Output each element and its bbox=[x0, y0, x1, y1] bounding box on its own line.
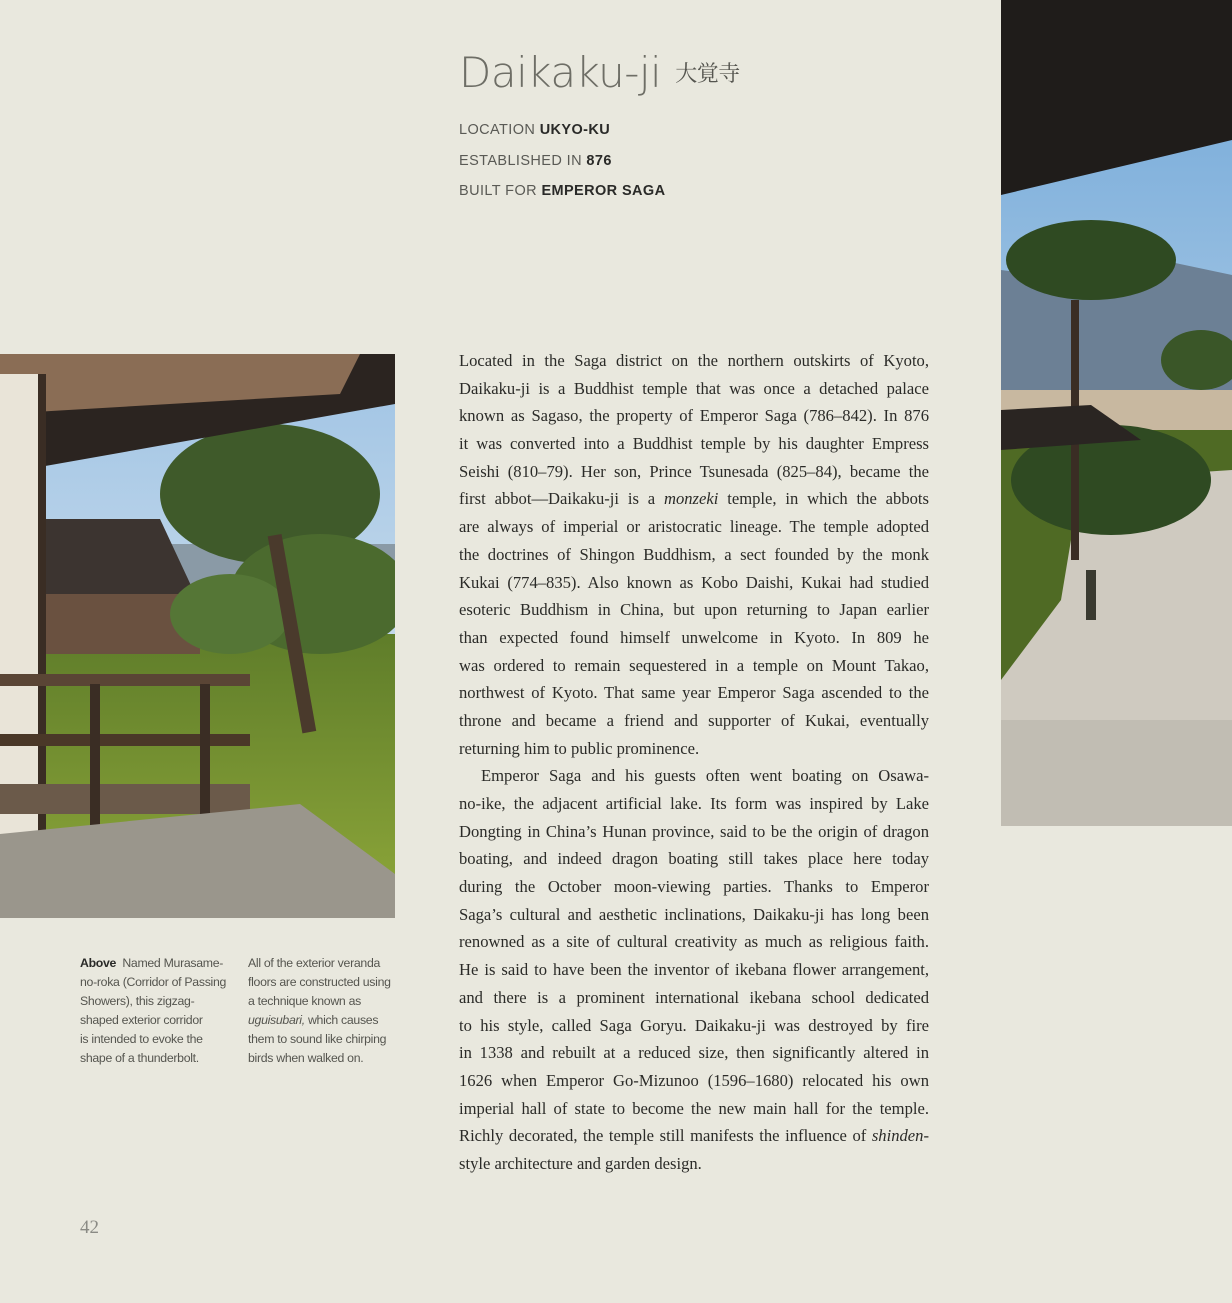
caption-line bbox=[248, 954, 408, 973]
body-line bbox=[459, 790, 929, 818]
text-run: esoteric Buddhism in China, but upon returning to Japan earlier bbox=[459, 600, 929, 620]
caption-line: no-roka (Corridor of Passing bbox=[80, 975, 227, 989]
photo-temple-garden bbox=[1001, 0, 1232, 826]
fact-label: BUILT FOR bbox=[459, 183, 537, 199]
caption-line: shape of a thunderbolt. bbox=[80, 1051, 199, 1065]
caption-left bbox=[80, 954, 230, 1068]
text-run: and there is a prominent international ikebana school dedicated bbox=[459, 987, 929, 1007]
body-line bbox=[459, 762, 929, 790]
caption-line bbox=[248, 973, 408, 992]
text-run: to his style, called Saga Goryu. Daikaku-ji was destroyed by fire bbox=[459, 1015, 929, 1035]
body-line bbox=[459, 347, 929, 375]
body-line bbox=[459, 652, 929, 680]
text-run: are always of imperial or aristocratic lineage. The temple adopted bbox=[459, 517, 929, 537]
text-run: style architecture and garden design. bbox=[459, 1153, 702, 1173]
text-run: Seishi (810–79). Her son, Prince Tsunesada (825–84), became the bbox=[459, 461, 929, 481]
photo-murasame-no-roka-corridor bbox=[0, 354, 395, 918]
text-run: northwest of Kyoto. That same year Emperor Saga ascended to the bbox=[459, 683, 929, 703]
body-line bbox=[459, 1150, 929, 1178]
text-run: floors are constructed using bbox=[248, 975, 391, 989]
body-line bbox=[459, 928, 929, 956]
text-run: He is said to have been the inventor of ikebana flower arrangement, bbox=[459, 960, 929, 980]
body-line bbox=[459, 458, 929, 486]
body-line bbox=[459, 984, 929, 1012]
text-run: Richly decorated, the temple still manifests the influence of bbox=[459, 1126, 872, 1146]
text-run: Kukai (774–835). Also known as Kobo Daishi, Kukai had studied bbox=[459, 572, 929, 592]
text-run: first abbot—Daikaku-ji is a bbox=[459, 489, 664, 509]
caption-line: Named Murasame- bbox=[122, 956, 224, 970]
body-line bbox=[459, 375, 929, 403]
fact-built-for bbox=[459, 183, 665, 214]
caption-line: shaped exterior corridor bbox=[80, 1013, 203, 1027]
text-run: renowned as a site of cultural creativity as much as religious faith. bbox=[459, 932, 929, 952]
body-line bbox=[459, 707, 929, 735]
body-line bbox=[459, 873, 929, 901]
fact-established bbox=[459, 153, 665, 184]
text-run: the doctrines of Shingon Buddhism, a sect founded by the monk bbox=[459, 544, 929, 564]
fact-value: 876 bbox=[586, 152, 612, 169]
body-line bbox=[459, 1012, 929, 1040]
body-line bbox=[459, 845, 929, 873]
text-run: returning him to public prominence. bbox=[459, 738, 700, 758]
text-run: it was converted into a Buddhist temple by his daughter Empress bbox=[459, 434, 929, 454]
fact-value: UKYO-KU bbox=[539, 122, 611, 138]
text-run: birds when walked on. bbox=[248, 1051, 364, 1065]
caption-line: Showers), this zigzag- bbox=[80, 994, 195, 1008]
body-line bbox=[459, 430, 929, 458]
body-line bbox=[459, 679, 929, 707]
body-line bbox=[459, 1122, 929, 1150]
italic-term: monzeki bbox=[663, 489, 719, 509]
text-run: boating, and indeed dragon boating still takes place here today bbox=[459, 849, 929, 869]
caption-line bbox=[248, 1049, 408, 1068]
text-run: Located in the Saga district on the northern outskirts of Kyoto, bbox=[459, 351, 929, 370]
body-line bbox=[459, 596, 929, 624]
text-run: 1626 when Emperor Go-Mizunoo (1596–1680) relocated his own bbox=[459, 1070, 929, 1090]
body-line bbox=[459, 485, 929, 513]
text-run: Emperor Saga and his guests often went boating on Osawa- bbox=[481, 766, 929, 786]
body-line bbox=[459, 624, 929, 652]
text-run: Daikaku-ji is a Buddhist temple that was once a detached palace bbox=[459, 378, 929, 398]
text-run: during the October moon-viewing parties. Thanks to Emperor bbox=[459, 877, 929, 897]
text-run: imperial hall of state to become the new main hall for the temple. bbox=[459, 1098, 929, 1118]
temple-name-japanese: 大覚寺 bbox=[675, 62, 740, 87]
text-run: them to sound like chirping bbox=[248, 1032, 387, 1046]
body-line bbox=[459, 956, 929, 984]
body-line bbox=[459, 1095, 929, 1123]
caption-lead: Above bbox=[80, 956, 117, 970]
body-line bbox=[459, 1067, 929, 1095]
text-run: no-ike, the adjacent artificial lake. Its form was inspired by Lake bbox=[459, 794, 929, 813]
text-run: known as Sagaso, the property of Emperor Saga (786–842). In 876 bbox=[459, 406, 929, 426]
body-text bbox=[459, 347, 929, 1178]
body-line bbox=[459, 901, 929, 929]
text-run: a technique known as bbox=[248, 994, 361, 1008]
body-line bbox=[459, 818, 929, 846]
page-number: 42 bbox=[80, 1217, 99, 1238]
text-run: in 1338 and rebuilt at a reduced size, then significantly altered in bbox=[459, 1043, 929, 1063]
fact-value: EMPEROR SAGA bbox=[541, 183, 666, 199]
body-line bbox=[459, 735, 929, 763]
caption-line bbox=[248, 1030, 408, 1049]
caption-line bbox=[248, 1011, 408, 1030]
caption-line: is intended to evoke the bbox=[80, 1032, 203, 1046]
body-line bbox=[459, 569, 929, 597]
body-line bbox=[459, 1039, 929, 1067]
fact-location bbox=[459, 122, 665, 153]
body-line bbox=[459, 513, 929, 541]
temple-name: Daikaku-ji bbox=[459, 48, 662, 97]
fact-label: LOCATION bbox=[459, 122, 536, 138]
text-run: temple, in which the abbots bbox=[718, 489, 929, 509]
caption-right bbox=[248, 954, 408, 1068]
temple-facts bbox=[459, 122, 665, 214]
fact-label: ESTABLISHED IN bbox=[459, 152, 582, 169]
text-run: which causes bbox=[304, 1013, 379, 1027]
body-line bbox=[459, 402, 929, 430]
text-run: throne and became a friend and supporter of Kukai, eventually bbox=[459, 710, 929, 730]
text-run: than expected found himself unwelcome in Kyoto. In 809 he bbox=[459, 627, 929, 647]
text-run: All of the exterior veranda bbox=[248, 956, 381, 970]
text-run: was ordered to remain sequestered in a temple on Mount Takao, bbox=[459, 655, 929, 675]
caption-line bbox=[248, 992, 408, 1011]
italic-term: shinden- bbox=[871, 1126, 929, 1146]
body-line bbox=[459, 541, 929, 569]
page-title bbox=[459, 48, 740, 97]
text-run: Dongting in China’s Hunan province, said to be the origin of dragon bbox=[459, 821, 929, 841]
italic-term: uguisubari, bbox=[248, 1013, 305, 1027]
text-run: Saga’s cultural and aesthetic inclinations, Daikaku-ji has long been bbox=[459, 904, 929, 924]
